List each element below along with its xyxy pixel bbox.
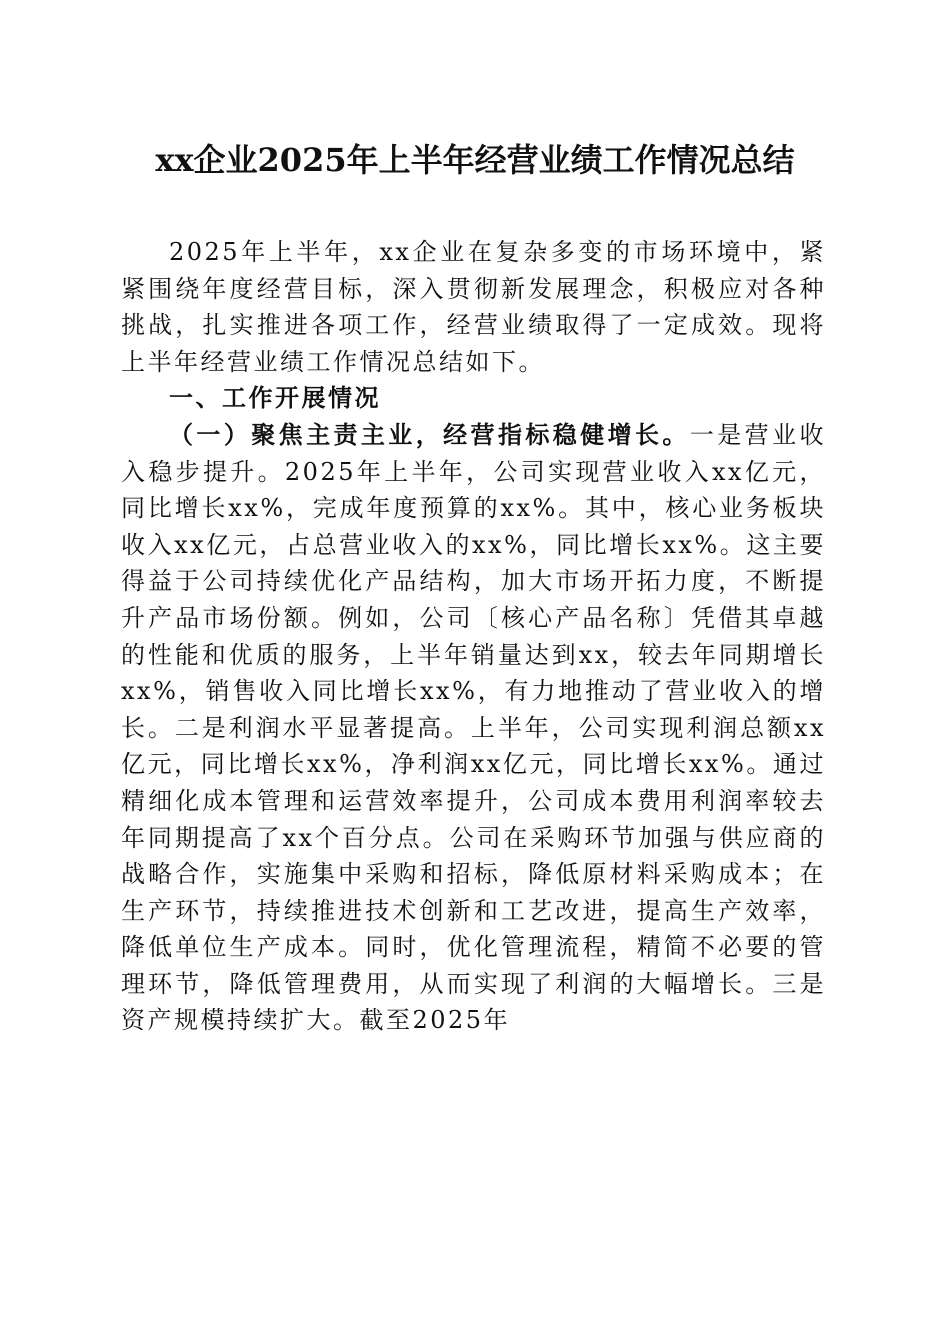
document-title: xx企业2025年上半年经营业绩工作情况总结: [155, 141, 795, 179]
subsection-paragraph: [121, 417, 826, 1039]
section-heading: 一、工作开展情况: [169, 384, 381, 413]
document-body: [121, 234, 826, 1039]
intro-paragraph: 2025年上半年，xx企业在复杂多变的市场环境中，紧紧围绕年度经营目标，深入贯彻新发展理念，积极应对各种挑战，扎实推进各项工作，经营业绩取得了一定成效。现将上半年经营业绩工作情况总结如下。: [121, 238, 826, 376]
subsection-heading: （一）聚焦主责主业，经营指标稳健增长。: [169, 420, 690, 449]
subsection-body-text: 一是营业收入稳步提升。2025年上半年，公司实现营业收入xx亿元，同比增长xx%，完成年度预算的xx%。其中，核心业务板块收入xx亿元，占总营业收入的xx%，同比增长xx%。这主要得益于公司持续优化产品结构，加大市场开拓力度，不断提升产品市场份额。例如，公司〔核心产品名称〕凭借其卓越的性能和优质的服务，上半年销量达到xx，较去年同期增长xx%，销售收入同比增长xx%，有力地推动了营业收入的增长。二是利润水平显著提高。上半年，公司实现利润总额xx亿元，同比增长xx%，净利润xx亿元，同比增长xx%。通过精细化成本管理和运营效率提升，公司成本费用利润率较去年同期提高了xx个百分点。公司在采购环节加强与供应商的战略合作，实施集中采购和招标，降低原材料采购成本；在生产环节，持续推进技术创新和工艺改进，提高生产效率，降低单位生产成本。同时，优化管理流程，精简不必要的管理环节，降低管理费用，从而实现了利润的大幅增长。三是资产规模持续扩大。截至2025年: [121, 420, 827, 1035]
